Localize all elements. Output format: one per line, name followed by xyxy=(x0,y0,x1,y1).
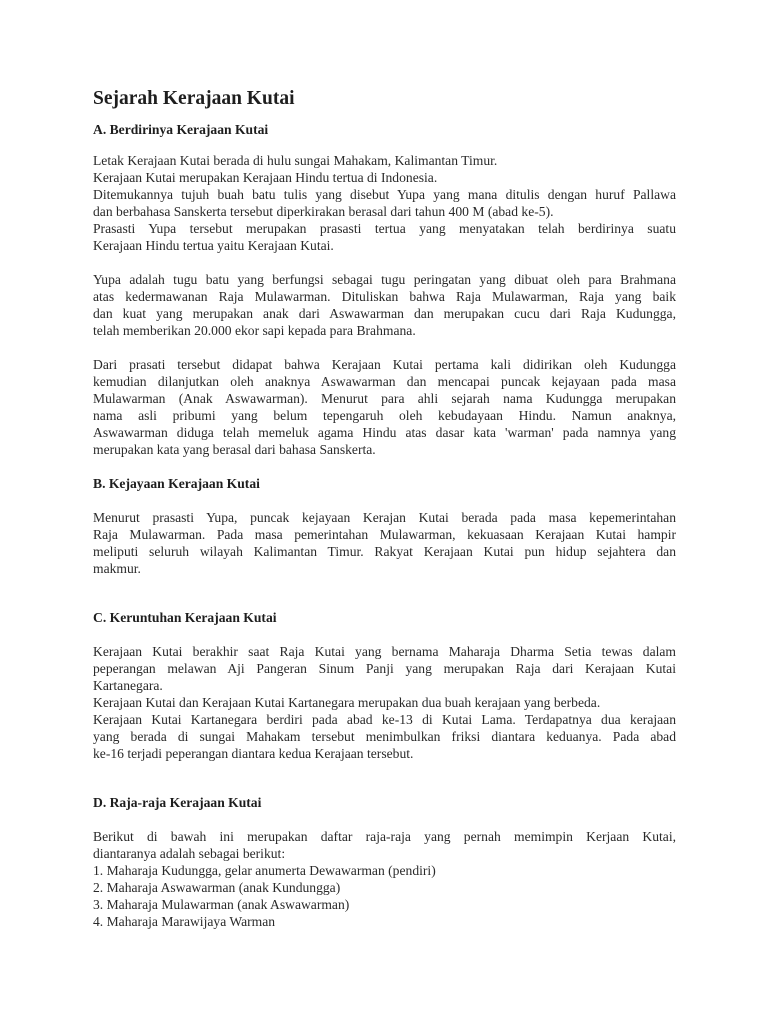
text-line: meliputi seluruh wilayah Kalimantan Timur. Rakyat Kerajaan Kutai pun hidup sejahtera dan xyxy=(93,544,676,559)
text-line: Yupa adalah tugu batu yang berfungsi sebagai tugu peringatan yang dibuat oleh para Brahmana xyxy=(93,272,676,287)
text-line: Menurut prasasti Yupa, puncak kejayaan Kerajan Kutai berada pada masa kepemerintahan xyxy=(93,510,676,525)
text-line: Kerajaan Hindu tertua yaitu Kerajaan Kutai. xyxy=(93,238,334,253)
section-heading-c: C. Keruntuhan Kerajaan Kutai xyxy=(93,610,277,625)
text-line: Kartanegara. xyxy=(93,678,163,693)
list-item: 3. Maharaja Mulawarman (anak Aswawarman) xyxy=(93,897,350,912)
text-line: Aswawarman diduga telah memeluk agama Hindu atas dasar kata 'warman' pada namnya yang xyxy=(93,425,676,440)
section-c-paragraph-1 xyxy=(93,643,676,762)
text-line: telah memberikan 20.000 ekor sapi kepada para Brahmana. xyxy=(93,323,416,338)
section-heading-b: B. Kejayaan Kerajaan Kutai xyxy=(93,476,260,491)
text-line: Mulawarman (Anak Aswawarman). Menurut para ahli sejarah nama Kudungga merupakan xyxy=(93,391,676,406)
text-line: Kerajaan Kutai dan Kerajaan Kutai Kartanegara merupakan dua buah kerajaan yang berbeda. xyxy=(93,695,601,710)
list-item: 1. Maharaja Kudungga, gelar anumerta Dewawarman (pendiri) xyxy=(93,863,436,878)
text-line: atas kedermawanan Raja Mulawarman. Dituliskan bahwa Raja Mulawarman, Raja yang baik xyxy=(93,289,676,304)
document-title: Sejarah Kerajaan Kutai xyxy=(93,88,295,109)
text-line: merupakan kata yang berasal dari bahasa Sanskerta. xyxy=(93,442,376,457)
text-line: Letak Kerajaan Kutai berada di hulu sungai Mahakam, Kalimantan Timur. xyxy=(93,153,498,168)
text-line: Dari prasati tersebut didapat bahwa Kerajaan Kutai pertama kali didirikan oleh Kudungga xyxy=(93,357,676,372)
document-page xyxy=(93,86,676,930)
section-a-paragraph-2 xyxy=(93,271,676,339)
text-line: diantaranya adalah sebagai berikut: xyxy=(93,846,286,861)
text-line: dan kuat yang merupakan anak dari Aswawarman dan merupakan cucu dari Raja Kudungga, xyxy=(93,306,676,321)
text-line: Raja Mulawarman. Pada masa pemerintahan Mulawarman, kekuasaan Kerajaan Kutai hampir xyxy=(93,527,676,542)
list-item: 4. Maharaja Marawijaya Warman xyxy=(93,914,276,929)
text-line: Prasasti Yupa tersebut merupakan prasasti tertua yang menyatakan telah berdirinya suatu xyxy=(93,221,676,236)
section-a-paragraph-3 xyxy=(93,356,676,458)
section-d-paragraph-1 xyxy=(93,828,676,930)
text-line: Kerajaan Kutai berakhir saat Raja Kutai yang bernama Maharaja Dharma Setia tewas dalam xyxy=(93,644,676,659)
section-heading-a: A. Berdirinya Kerajaan Kutai xyxy=(93,122,269,137)
text-line: Kerajaan Kutai Kartanegara berdiri pada abad ke-13 di Kutai Lama. Terdapatnya dua kerajaan xyxy=(93,712,676,727)
text-line: Ditemukannya tujuh buah batu tulis yang disebut Yupa yang mana ditulis dengan huruf Pallawa xyxy=(93,187,676,202)
text-line: kemudian dilanjutkan oleh anaknya Aswawarman dan mencapai puncak kejayaan pada masa xyxy=(93,374,676,389)
text-line: peperangan melawan Aji Pangeran Sinum Panji yang merupakan Raja dari Kerajaan Kutai xyxy=(93,661,676,676)
section-heading-d: D. Raja-raja Kerajaan Kutai xyxy=(93,795,262,810)
text-line: dan berbahasa Sanskerta tersebut diperkirakan berasal dari tahun 400 M (abad ke-5). xyxy=(93,204,554,219)
text-line: ke-16 terjadi peperangan diantara kedua Kerajaan tersebut. xyxy=(93,746,414,761)
list-item: 2. Maharaja Aswawarman (anak Kundungga) xyxy=(93,880,341,895)
text-line: nama asli pribumi yang belum tepengaruh oleh kebudayaan Hindu. Namun anaknya, xyxy=(93,408,676,423)
section-a-paragraph-1 xyxy=(93,152,676,254)
text-line: yang berada di sungai Mahakam tersebut menimbulkan friksi diantara keduanya. Pada abad xyxy=(93,729,676,744)
section-b-paragraph-1 xyxy=(93,509,676,577)
text-line: Kerajaan Kutai merupakan Kerajaan Hindu tertua di Indonesia. xyxy=(93,170,438,185)
text-line: makmur. xyxy=(93,561,141,576)
text-line: Berikut di bawah ini merupakan daftar raja-raja yang pernah memimpin Kerjaan Kutai, xyxy=(93,829,676,844)
